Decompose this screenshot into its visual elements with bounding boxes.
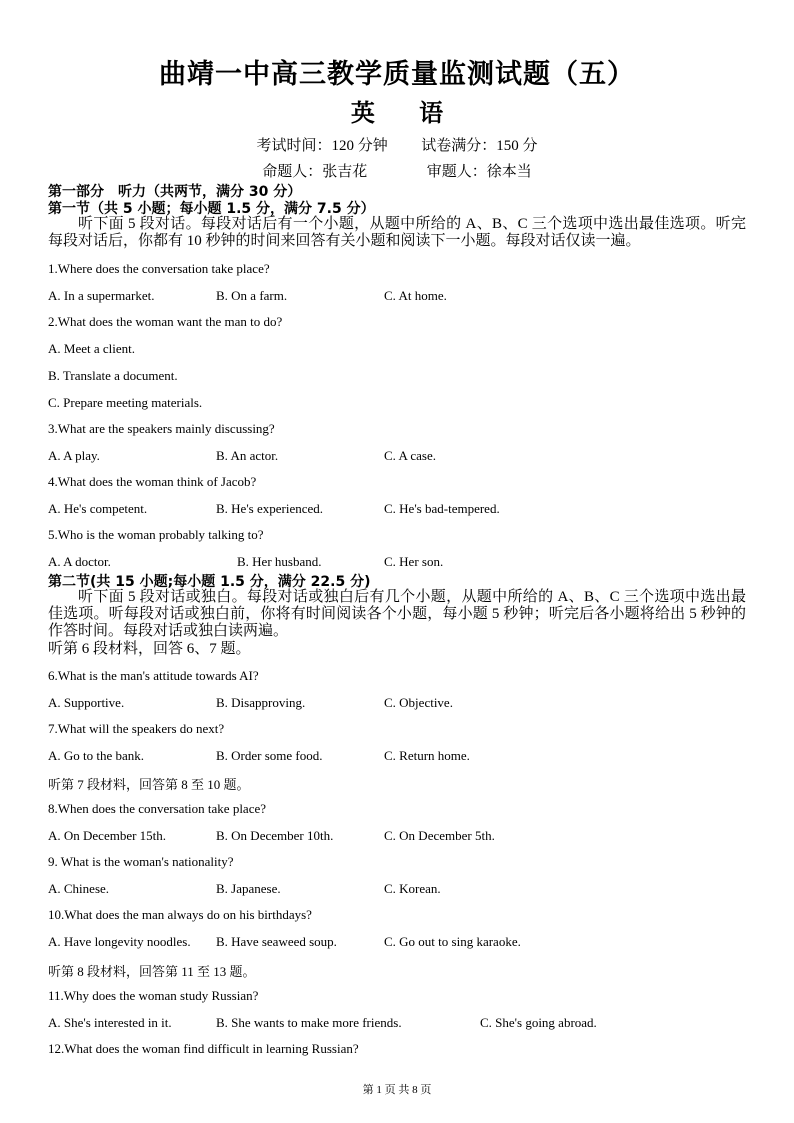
option-8a: A. On December 15th.: [48, 828, 167, 843]
question-3: 3.What are the speakers mainly discussing?: [48, 421, 275, 436]
option-2a: A. Meet a client.: [48, 341, 135, 356]
option-4a: A. He's competent.: [48, 501, 148, 516]
question-9: 9. What is the woman's nationality?: [48, 854, 234, 869]
option-1b: B. On a farm.: [216, 288, 288, 303]
question-11: 11.Why does the woman study Russian?: [48, 988, 259, 1003]
subject-title: 英 语: [350, 99, 462, 127]
material7-note: 听第 7 段材料，回答第 8 至 10 题。: [48, 777, 250, 792]
author-line: [0, 160, 794, 181]
question-6: 6.What is the man's attitude towards AI?: [48, 668, 259, 683]
option-7a: A. Go to the bank.: [48, 748, 145, 763]
option-1a: A. In a supermarket.: [48, 288, 155, 303]
exam-title: 曲靖一中高三教学质量监测试题（五）: [159, 59, 635, 90]
option-11b: B. She wants to make more friends.: [216, 1015, 402, 1030]
question-setter: 命题人：张吉花: [262, 164, 368, 180]
option-4b: B. He's experienced.: [216, 501, 324, 516]
option-5b: B. Her husband.: [237, 554, 322, 569]
question-10: 10.What does the man always do on his birthdays?: [48, 907, 312, 922]
option-6c: C. Objective.: [384, 695, 453, 710]
question-12: 12.What does the woman find difficult in learning Russian?: [48, 1041, 359, 1056]
option-4c: C. He's bad-tempered.: [384, 501, 500, 516]
option-11c: C. She's going abroad.: [480, 1015, 597, 1030]
option-10a: A. Have longevity noodles.: [48, 934, 191, 949]
option-2c: C. Prepare meeting materials.: [48, 395, 203, 410]
option-9a: A. Chinese.: [48, 881, 110, 896]
page-number: 第 1 页 共 8 页: [362, 1084, 432, 1096]
option-8b: B. On December 10th.: [216, 828, 334, 843]
question-1: 1.Where does the conversation take place?: [48, 261, 270, 276]
material8-note: 听第 8 段材料，回答第 11 至 13 题。: [48, 964, 256, 979]
section1-instructions: 听下面 5 段对话。每段对话后有一个小题，从题中所给的 A、B、C 三个选项中选出最佳选项。听完每段对话后，你都有 10 秒钟的时间来回答有关小题和阅读下一小题。每段对话仅读一遍。: [48, 216, 746, 249]
option-9b: B. Japanese.: [216, 881, 281, 896]
option-2b: B. Translate a document.: [48, 368, 178, 383]
option-6b: B. Disapproving.: [216, 695, 306, 710]
section1-heading: 第一节（共 5 小题；每小题 1.5 分，满分 7.5 分）: [48, 201, 375, 217]
option-5c: C. Her son.: [384, 554, 444, 569]
section2-heading: 第二节(共 15 小题;每小题 1.5 分，满分 22.5 分): [48, 574, 371, 590]
option-10b: B. Have seaweed soup.: [216, 934, 337, 949]
question-5: 5.Who is the woman probably talking to?: [48, 527, 264, 542]
question-4: 4.What does the woman think of Jacob?: [48, 474, 257, 489]
exam-time: 考试时间：120 分钟: [256, 138, 388, 154]
part1-heading: 第一部分 听力（共两节，满分 30 分）: [48, 184, 302, 200]
option-9c: C. Korean.: [384, 881, 441, 896]
option-6a: A. Supportive.: [48, 695, 125, 710]
option-5a: A. A doctor.: [48, 554, 111, 569]
option-11a: A. She's interested in it.: [48, 1015, 172, 1030]
question-8: 8.When does the conversation take place?: [48, 801, 267, 816]
option-1c: C. At home.: [384, 288, 447, 303]
question-2: 2.What does the woman want the man to do?: [48, 314, 283, 329]
option-3b: B. An actor.: [216, 448, 279, 463]
option-8c: C. On December 5th.: [384, 828, 495, 843]
material6-note: 听第 6 段材料，回答 6、7 题。: [48, 641, 251, 657]
exam-info-line: [0, 134, 794, 155]
question-7: 7.What will the speakers do next?: [48, 721, 225, 736]
option-3c: C. A case.: [384, 448, 436, 463]
option-7c: C. Return home.: [384, 748, 470, 763]
section2-instructions: 听下面 5 段对话或独白。每段对话或独白后有几个小题，从题中所给的 A、B、C 三个选项中选出最佳选项。听每段对话或独白前，你将有时间阅读各个小题，每小题 5 秒钟；听完后各小题将给出 5 秒钟的作答时间。每段对话或独白读两遍。: [48, 589, 746, 639]
question-reviewer: 审题人：徐本当: [426, 164, 532, 180]
full-score: 试卷满分：150 分: [421, 138, 538, 154]
option-10c: C. Go out to sing karaoke.: [384, 934, 521, 949]
option-7b: B. Order some food.: [216, 748, 323, 763]
option-3a: A. A play.: [48, 448, 100, 463]
